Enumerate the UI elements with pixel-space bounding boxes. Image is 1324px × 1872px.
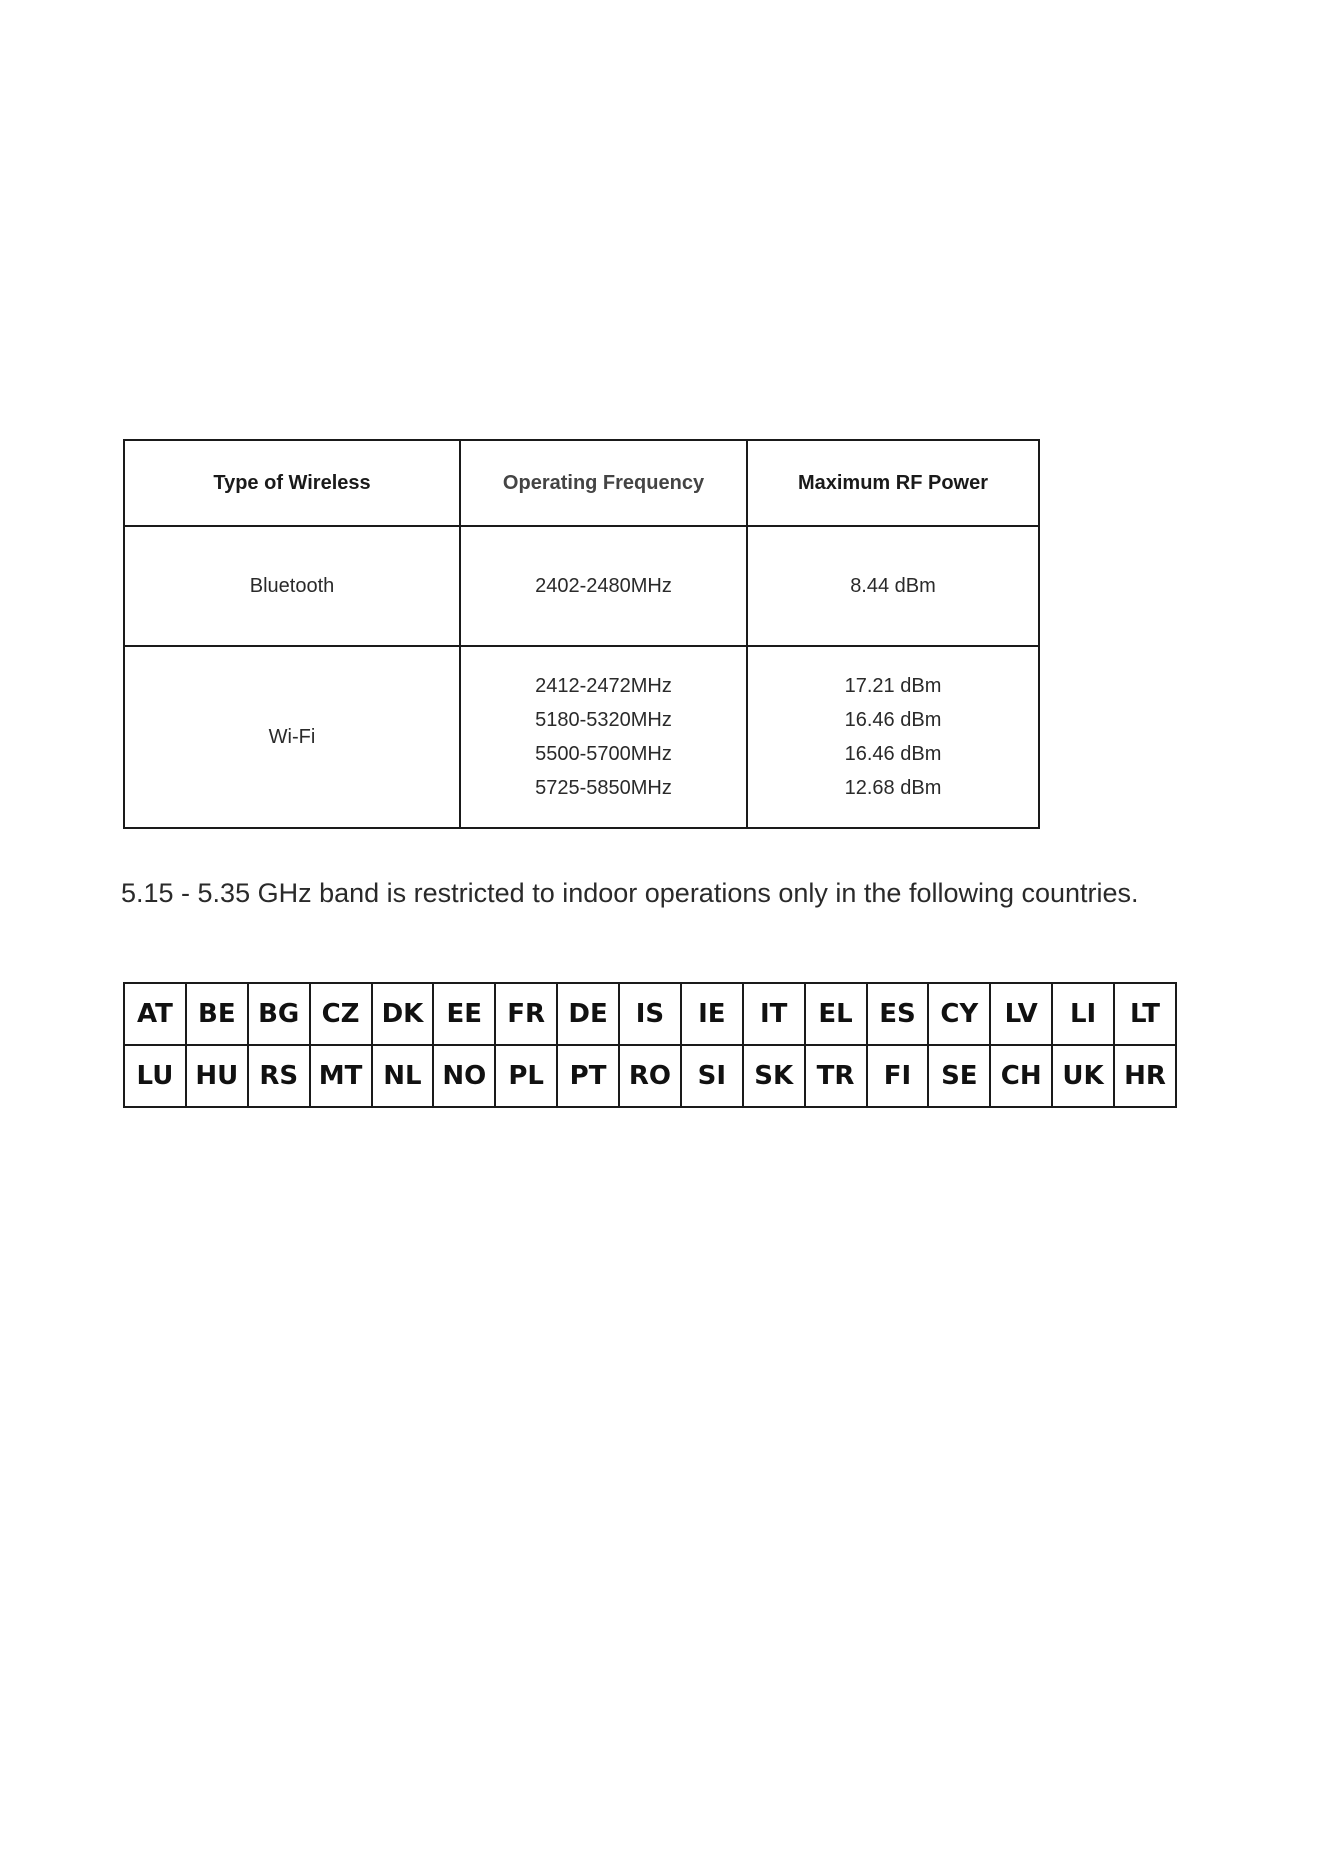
country-code-cell: HU [186, 1045, 248, 1107]
country-code-cell: EL [805, 983, 867, 1045]
country-code-cell: DE [557, 983, 619, 1045]
country-code-cell: TR [805, 1045, 867, 1107]
country-code-cell: LT [1114, 983, 1176, 1045]
country-code-cell: HR [1114, 1045, 1176, 1107]
wifi-frequency-cell [460, 646, 747, 828]
country-code-cell: CZ [310, 983, 372, 1045]
country-code-grid [123, 982, 1177, 1108]
wifi-power-value: 12.68 dBm [844, 777, 942, 799]
country-code-cell: ES [867, 983, 929, 1045]
country-code-cell: RO [619, 1045, 681, 1107]
country-code-cell: IT [743, 983, 805, 1045]
country-code-cell: SE [928, 1045, 990, 1107]
spec-row-bluetooth [124, 526, 1039, 646]
header-type-of-wireless: Type of Wireless [124, 440, 460, 526]
country-code-cell: BG [248, 983, 310, 1045]
country-code-cell: PL [495, 1045, 557, 1107]
wifi-power-value: 16.46 dBm [844, 743, 942, 765]
bluetooth-type-cell: Bluetooth [124, 526, 460, 646]
country-code-cell: LU [124, 1045, 186, 1107]
bluetooth-frequency-cell: 2402-2480MHz [460, 526, 747, 646]
header-maximum-rf-power: Maximum RF Power [747, 440, 1039, 526]
country-code-cell: DK [372, 983, 434, 1045]
country-code-cell: MT [310, 1045, 372, 1107]
bluetooth-power-cell: 8.44 dBm [747, 526, 1039, 646]
country-code-cell: PT [557, 1045, 619, 1107]
country-code-cell: IE [681, 983, 743, 1045]
country-code-cell: SK [743, 1045, 805, 1107]
indoor-restriction-note: 5.15 - 5.35 GHz band is restricted to indoor operations only in the following countries. [121, 878, 1139, 908]
spec-table-header-row [124, 440, 1039, 526]
country-row [124, 983, 1176, 1045]
wifi-frequency-value: 5180-5320MHz [535, 709, 672, 731]
country-code-cell: CH [990, 1045, 1052, 1107]
country-code-cell: AT [124, 983, 186, 1045]
wifi-frequency-value: 5725-5850MHz [535, 777, 672, 799]
country-code-cell: IS [619, 983, 681, 1045]
wifi-frequency-value: 5500-5700MHz [535, 743, 672, 765]
wifi-type-cell: Wi-Fi [124, 646, 460, 828]
country-row [124, 1045, 1176, 1107]
country-code-cell: LV [990, 983, 1052, 1045]
wifi-power-value: 16.46 dBm [844, 709, 942, 731]
wifi-power-cell [747, 646, 1039, 828]
country-code-cell: RS [248, 1045, 310, 1107]
country-code-cell: UK [1052, 1045, 1114, 1107]
wifi-frequency-value: 2412-2472MHz [535, 675, 672, 697]
country-code-cell: BE [186, 983, 248, 1045]
spec-row-wifi [124, 646, 1039, 828]
header-operating-frequency: Operating Frequency [460, 440, 747, 526]
country-code-cell: FR [495, 983, 557, 1045]
country-code-cell: FI [867, 1045, 929, 1107]
wifi-power-value: 17.21 dBm [844, 675, 942, 697]
country-code-cell: SI [681, 1045, 743, 1107]
country-code-cell: NO [433, 1045, 495, 1107]
country-code-cell: CY [928, 983, 990, 1045]
wireless-spec-table [123, 439, 1040, 829]
country-code-cell: NL [372, 1045, 434, 1107]
country-code-cell: EE [433, 983, 495, 1045]
country-code-cell: LI [1052, 983, 1114, 1045]
